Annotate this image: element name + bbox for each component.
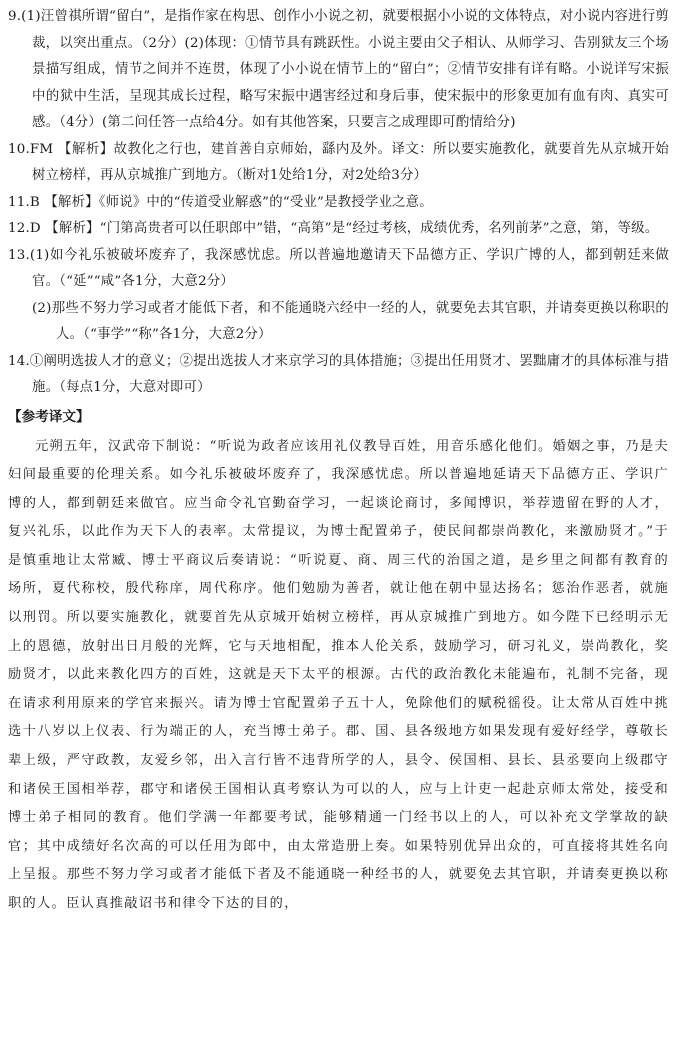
answer-q11: 11.B 【解析】《师说》中的“传道受业解惑”的“受业”是教授学业之意。 — [8, 194, 433, 210]
answer-q9: 9.(1)汪曾祺所谓“留白”，是指作家在构思、创作小小说之初，就要根据小小说的文体特点，对小说内容进行剪裁，以突出重点。（2分）(2)体现：①情节具有跳跃性。小说主要由父子相认、从师学习、告别狱友三个场景描写组成，情节之间并不连贯，体现了小小说在情节上的“留白”；②情节安排有详有略。小说详写宋振中的狱中生活，呈现其成长过程，略写宋振中遇害经过和身后事，使宋振中的形象更加有血有肉、真实可感。（4分）(第二问任答一点给4分。如有其他答案，只要言之成理即可酌情给分) — [8, 9, 669, 130]
reference-translation-heading: 【参考译文】 — [8, 408, 90, 425]
answer-q12: 12.D 【解析】“门第高贵者可以任职郎中”错，“高第”是“经过考核，成绩优秀，名列前茅”之意，第，等级。 — [8, 221, 659, 236]
answer-q13-part1: 13.(1)如今礼乐被破坏废弃了，我深感忧虑。所以普遍地邀请天下品德方正、学识广博的人，都到朝廷来做官。（“延”“咸”各1分，大意2分） — [8, 247, 669, 289]
answer-q13-part2: (2)那些不努力学习或者才能低下者，和不能通晓六经中一经的人，就要免去其官职，并请奏更换以称职的人。（“事学”“称”各1分，大意2分） — [32, 300, 669, 342]
answer-q14: 14.①阐明选拔人才的意义；②提出选拔人才来京学习的具体措施；③提出任用贤才、罢黜庸才的具体标准与措施。（每点1分，大意对即可） — [8, 353, 669, 395]
reference-translation-body: 元朔五年，汉武帝下制说：“听说为政者应该用礼仪教导百姓，用音乐感化他们。婚姻之事，乃是夫妇间最重要的伦理关系。如今礼乐被破坏废弃了，我深感忧虑。所以普遍地延请天下品德方正、学识广博的人，都到朝廷来做官。应当命令礼官勤奋学习，一起谈论商讨，多闻博识，举荐遗留在野的人才，复兴礼乐，以此作为天下人的表率。太常提议，为博士配置弟子，使民间都崇尚教化，来激励贤才。”于是慎重地让太常臧、博士平商议后奏请说：“听说夏、商、周三代的治国之道，是乡里之间都有教育的场所，夏代称校，殷代称庠，周代称序。他们勉励为善者，就让他在朝中显达扬名；惩治作恶者，就施以刑罚。所以要实施教化，就要首先从京城开始树立榜样，再从京城推广到地方。如今陛下已经明示无上的恩德，放射出日月般的光辉，它与天地相配，推本人伦关系，鼓励学习，研习礼义，崇尚教化，奖励贤才，以此来教化四方的百姓，这就是天下太平的根源。古代的政治教化未能遍布，礼制不完备，现在请求利用原来的学官来振兴。请为博士官配置弟子五十人，免除他们的赋税徭役。让太常从百姓中挑选十八岁以上仪表、行为端正的人，充当博士弟子。郡、国、县各级地方如果发现有爱好经学，尊敬长辈上级，严守政教，友爱乡邻，出入言行皆不违背所学的人，县令、侯国相、县长、县丞要向上级郡守和诸侯王国相举荐，郡守和诸侯王国相认真考察认为可以的人，应与上计吏一起赴京师太常处，接受和博士弟子相同的教育。他们学满一年都要考试，能够精通一门经书以上的人，可以补充文学掌故的缺官；其中成绩好名次高的可以任用为郎中，由太常造册上奏。如果特别优异出众的，可直接将其姓名向上呈报。那些不努力学习或者才能低下者及不能通晓一种经书的人，就要免去其官职，并请奏更换以称职的人。臣认真推敲诏书和律令下达的目的， — [8, 438, 669, 911]
answer-q10: 10.FM 【解析】故教化之行也，建首善自京师始，繇内及外。译文：所以要实施教化，就要首先从京城开始树立榜样，再从京城推广到地方。（断对1处给1分，对2处给3分） — [8, 141, 669, 183]
